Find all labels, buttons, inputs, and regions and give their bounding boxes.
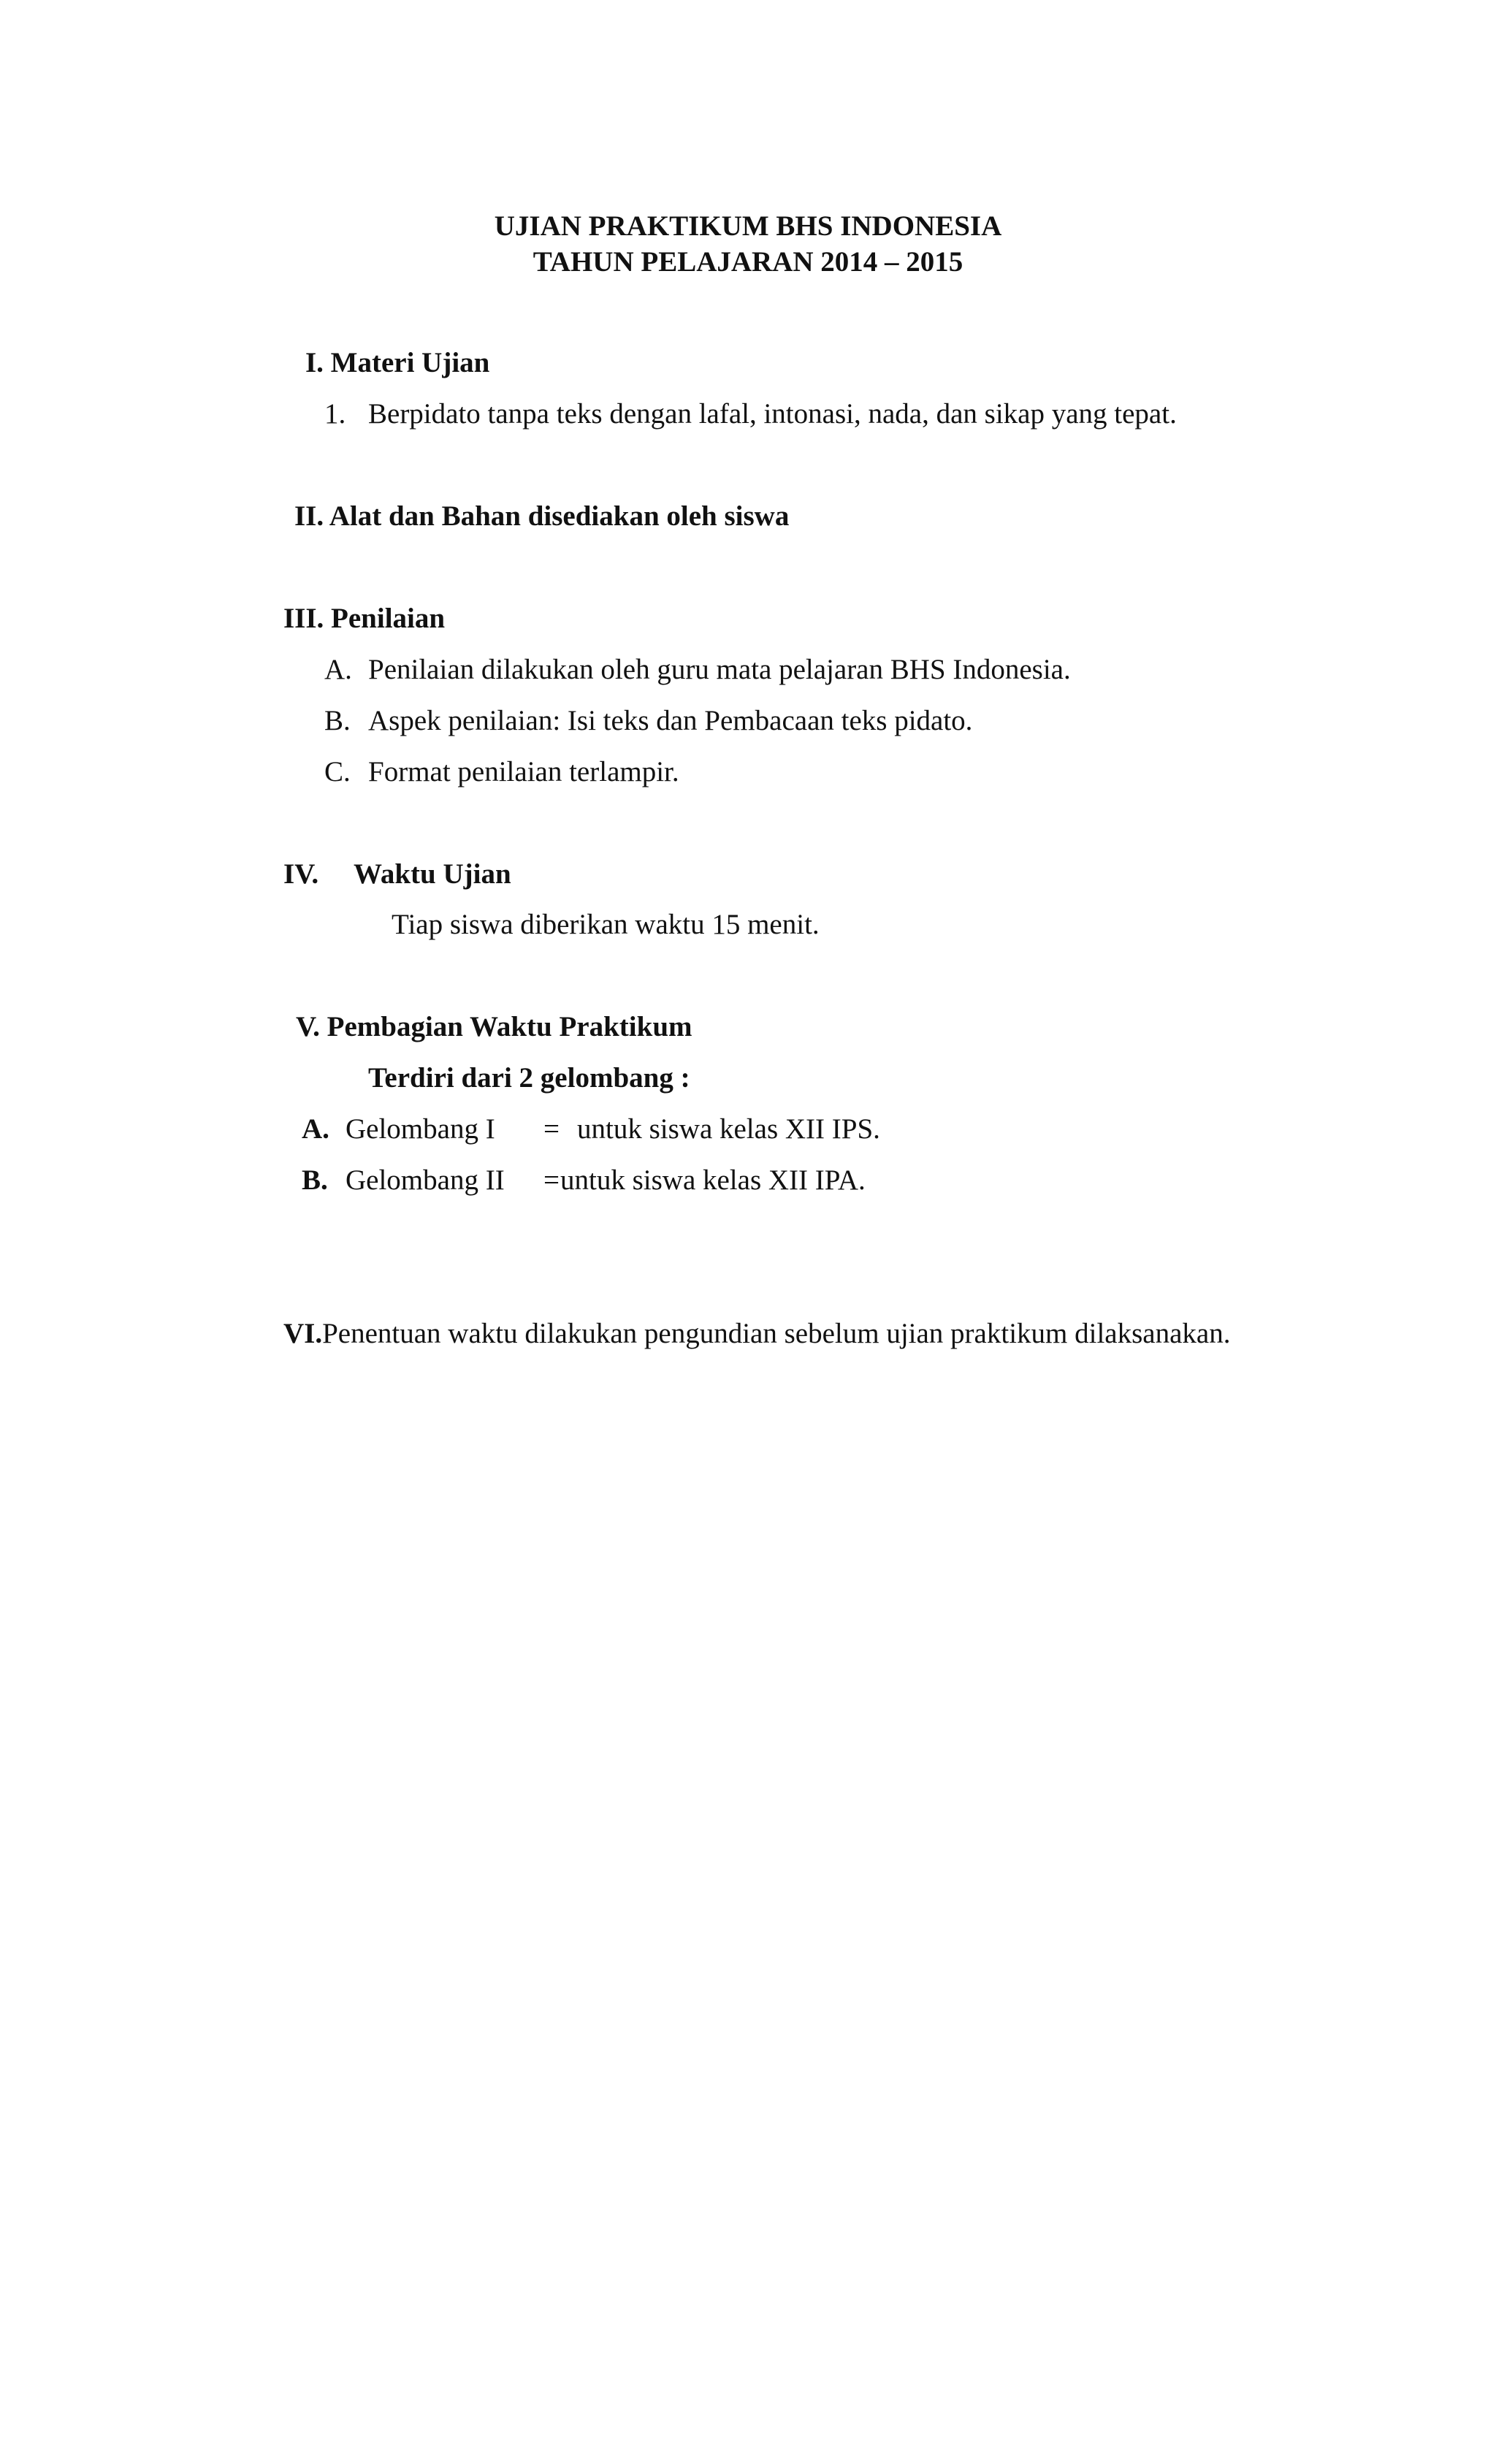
section-5-row-a-label: Gelombang I [346,1113,495,1145]
section-5-row-b-separator: = [543,1164,560,1196]
section-5-row-a-separator: = [543,1113,560,1145]
section-5-subheading: Terdiri dari 2 gelombang : [368,1062,690,1094]
section-3-item-a-marker: A. [324,654,352,685]
section-6-paragraph [283,1317,1230,1351]
section-3-item-b-marker: B. [324,705,351,736]
section-6-numeral: VI. [283,1318,323,1349]
section-1-item-text: Berpidato tanpa teks dengan lafal, intonasi, nada, dan sikap yang tepat. [368,398,1177,430]
section-3-item-c-text: Format penilaian terlampir. [368,756,679,787]
section-5-row-b-marker: B. [302,1164,328,1196]
section-5-row-a-text: untuk siswa kelas XII IPS. [577,1113,880,1145]
section-1-heading: I. Materi Ujian [305,347,490,378]
section-3-heading: III. Penilaian [283,603,446,634]
section-3-item-b-text: Aspek penilaian: Isi teks dan Pembacaan teks pidato. [368,705,973,736]
section-3-item-a-text: Penilaian dilakukan oleh guru mata pelajaran BHS Indonesia. [368,654,1071,685]
section-5-heading: V. Pembagian Waktu Praktikum [296,1011,692,1042]
section-5-row-a-marker: A. [302,1113,329,1145]
section-2-heading: II. Alat dan Bahan disediakan oleh siswa [294,500,790,532]
section-5-row-b-label: Gelombang II [346,1164,505,1196]
document-title-line-2: TAHUN PELAJARAN 2014 – 2015 [533,246,963,278]
section-4-heading: Waktu Ujian [354,858,511,890]
section-4-numeral: IV. [283,858,319,890]
document-title-line-1: UJIAN PRAKTIKUM BHS INDONESIA [494,210,1002,242]
section-1-item-marker: 1. [324,398,346,430]
section-6-text: Penentuan waktu dilakukan pengundian sebelum ujian praktikum dilaksanakan. [322,1318,1231,1349]
section-4-body: Tiap siswa diberikan waktu 15 menit. [392,909,820,940]
section-5-row-b-text: untuk siswa kelas XII IPA. [560,1164,866,1196]
section-3-item-c-marker: C. [324,756,351,787]
